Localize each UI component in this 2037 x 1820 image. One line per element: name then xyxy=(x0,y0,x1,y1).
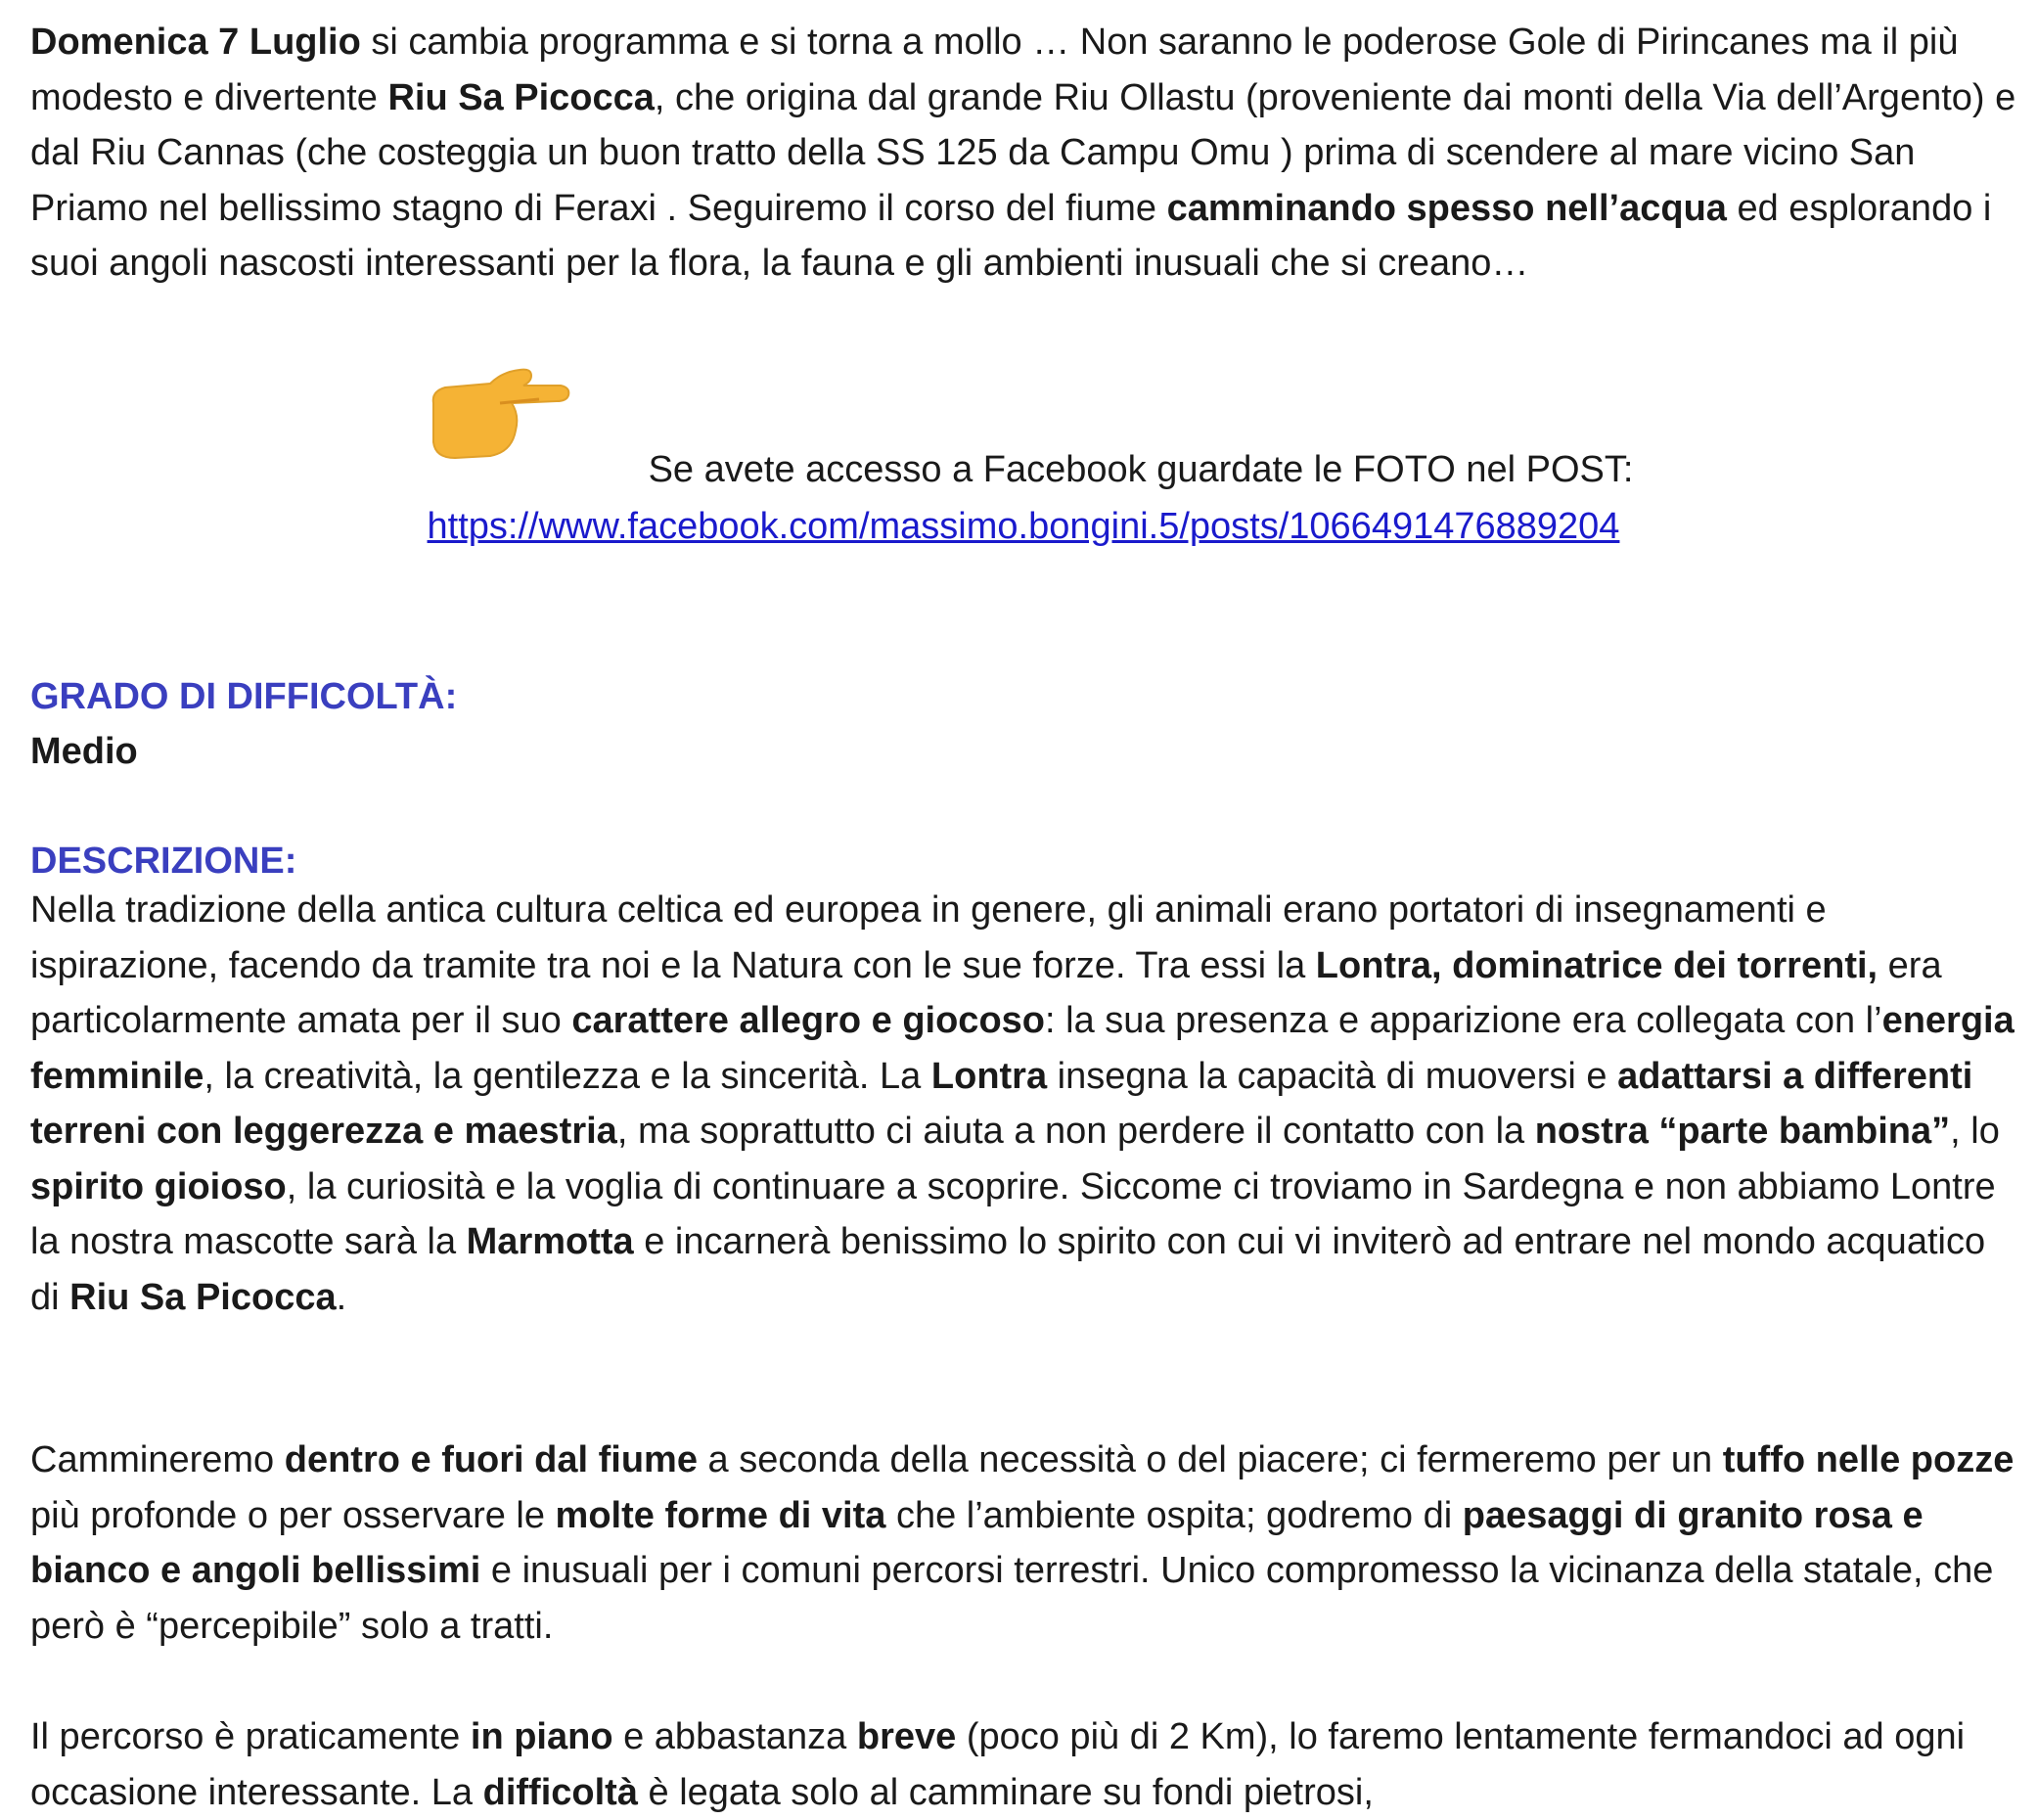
bold-text: breve xyxy=(856,1716,957,1757)
text-run: , che origina dal grande Riu Ollastu (proveniente dai monti della Via dell’Argento) e dal Riu Cannas (che costeggia un buon tratto della SS 125 da Campu Omu ) prima di scendere al mare vicino San Priamo nel bellissimo stagno di Feraxi . Seguiremo il corso del fiume xyxy=(30,76,2016,229)
bold-text: energia femminile xyxy=(30,1000,2014,1097)
bold-text: in piano xyxy=(470,1716,613,1757)
text-run: e inusuali per i comuni percorsi terrestri. Unico compromesso la vicinanza della statale, che però è “percepibile” solo a tratti. xyxy=(30,1550,1994,1647)
bold-text: paesaggi di granito rosa e bianco e angoli bellissimi xyxy=(30,1494,1924,1591)
bold-text: tuffo nelle pozze xyxy=(1722,1439,2014,1480)
text-run: : la sua presenza e apparizione era collegata con l’ xyxy=(1045,1000,1882,1041)
text-run: era particolarmente amata per il suo xyxy=(30,944,1942,1041)
bold-text: nostra “parte bambina” xyxy=(1534,1111,1951,1152)
bold-text: dentro e fuori dal fiume xyxy=(284,1439,698,1480)
text-run: , lo xyxy=(1950,1111,2000,1152)
bold-text: Riu Sa Picocca xyxy=(69,1276,337,1318)
text-run: e abbastanza xyxy=(612,1716,857,1757)
bold-text: Riu Sa Picocca xyxy=(387,76,655,118)
description-paragraph-2 xyxy=(30,1433,2016,1654)
bold-text: Marmotta xyxy=(466,1221,634,1262)
facebook-note: Se avete accesso a Facebook guardate le FOTO nel POST: xyxy=(648,449,1634,490)
bold-text: difficoltà xyxy=(482,1771,638,1813)
text-run: a seconda della necessità o del piacere; ci fermeremo per un xyxy=(697,1439,1723,1480)
text-run: insegna la capacità di muoversi e xyxy=(1047,1055,1618,1097)
text-run: . xyxy=(336,1276,347,1318)
bold-text: adattarsi a differenti terreni con leggerezza e maestria xyxy=(30,1055,1973,1152)
bold-text: spirito gioioso xyxy=(30,1165,287,1207)
facebook-link-row xyxy=(30,499,2016,554)
text-run: , la curiosità e la voglia di continuare a scoprire. Siccome ci troviamo in Sardegna e non abbiamo Lontre la nostra mascotte sarà la xyxy=(30,1165,1996,1262)
bold-text: Lontra xyxy=(930,1055,1048,1097)
text-run: , la creatività, la gentilezza e la sincerità. La xyxy=(204,1055,931,1097)
text-run: Nella tradizione della antica cultura celtica ed europea in genere, gli animali erano portatori di insegnamenti e ispirazione, facendo da tramite tra noi e la Natura con le sue forze. Tra essi la xyxy=(30,889,1827,986)
bold-text: Lontra, dominatrice dei torrenti, xyxy=(1315,944,1879,986)
text-run: Cammineremo xyxy=(30,1439,285,1480)
text-run: si cambia programma e si torna a mollo … Non saranno le poderose Gole di Pirincanes ma il più modesto e divertente xyxy=(30,22,1959,118)
description-heading: DESCRIZIONE: xyxy=(30,841,297,882)
text-run: più profonde o per osservare le xyxy=(30,1494,556,1536)
bold-text: camminando spesso nell’acqua xyxy=(1166,187,1727,229)
bold-text: carattere allegro e giocoso xyxy=(571,1000,1046,1041)
description-paragraph-3 xyxy=(30,1709,2016,1820)
text-run: e incarnerà benissimo lo spirito con cui vi inviterò ad entrare nel mondo acquatico di xyxy=(30,1221,1986,1318)
text-run: ed esplorando i suoi angoli nascosti interessanti per la flora, la fauna e gli ambienti inusuali che si creano… xyxy=(30,187,1992,284)
text-run: (poco più di 2 Km), lo faremo lentamente fermandoci ad ogni occasione interessante. La xyxy=(30,1716,1966,1813)
text-run: che l’ambiente ospita; godremo di xyxy=(885,1494,1463,1536)
bold-text: molte forme di vita xyxy=(555,1494,886,1536)
difficulty-heading: GRADO DI DIFFICOLTÀ: xyxy=(30,676,458,717)
intro-paragraph xyxy=(30,15,2016,292)
text-run: , ma soprattutto ci aiuta a non perdere il contatto con la xyxy=(616,1111,1535,1152)
bold-text: Domenica 7 Luglio xyxy=(30,22,361,63)
text-run: è legata solo al camminare su fondi pietrosi, xyxy=(637,1771,1374,1813)
description-paragraph-1 xyxy=(30,883,2016,1325)
facebook-post-link[interactable]: https://www.facebook.com/massimo.bongini.5/posts/1066491476889204 xyxy=(427,506,1620,547)
text-run: Il percorso è praticamente xyxy=(30,1716,471,1757)
difficulty-value: Medio xyxy=(30,731,138,772)
